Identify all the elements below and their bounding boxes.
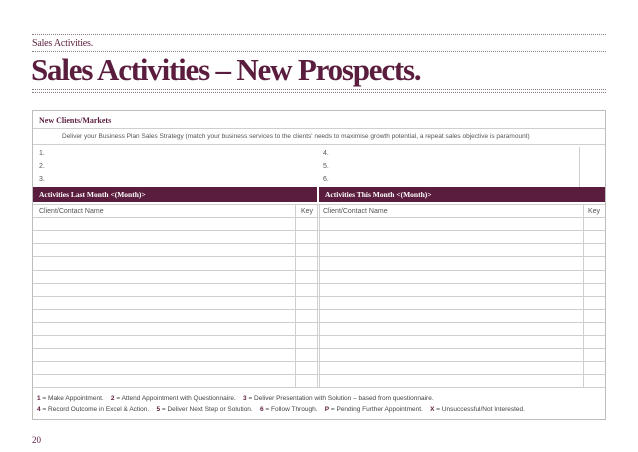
last-month-key-header: Key (301, 208, 314, 215)
title-bottom-rule (32, 89, 606, 90)
section-label: Sales Activities. (32, 38, 94, 49)
top-rule (32, 34, 606, 35)
legend-line-2: 4 = Record Outcome in Excel & Action. 5 = Deliver Next Step or Solution. 6 = Follow Through. P = Pending Further Appointment. X = Unsuccessful/Not Interested. (37, 406, 525, 413)
prospects-form (32, 110, 606, 420)
last-month-client-header: Client/Contact Name (39, 208, 104, 215)
divider (33, 128, 605, 129)
strategy-note: Deliver your Business Plan Sales Strategy (match your business services to the clients' needs to maximise growth potential, a repeat sales objective is paramount) (62, 133, 530, 140)
grid-column-line (317, 204, 318, 388)
grid-column-line (295, 204, 296, 388)
goal-field-6[interactable]: 6. (323, 176, 329, 183)
grid-column-line (319, 204, 320, 388)
goal-field-3[interactable]: 3. (39, 176, 45, 183)
band-separator (317, 187, 319, 202)
title-bottom-rule-2 (32, 92, 606, 93)
page-title: Sales Activities – New Prospects. (31, 52, 421, 87)
activities-grid (33, 204, 605, 388)
grid-column-line (583, 204, 584, 388)
last-month-title: Activities Last Month <(Month)> (39, 190, 146, 199)
goal-right-border (579, 147, 580, 187)
legend-line-1: 1 = Make Appointment. 2 = Attend Appointment with Questionnaire. 3 = Deliver Presentation with Solution – based from questionnaire. (37, 395, 434, 402)
goal-field-4[interactable]: 4. (323, 150, 329, 157)
activities-band (33, 187, 605, 202)
this-month-title: Activities This Month <(Month)> (325, 190, 432, 199)
this-month-client-header: Client/Contact Name (323, 208, 388, 215)
this-month-key-header: Key (588, 208, 601, 215)
goal-field-2[interactable]: 2. (39, 163, 45, 170)
goal-field-5[interactable]: 5. (323, 163, 329, 170)
goal-field-1[interactable]: 1. (39, 150, 45, 157)
page-number: 20 (32, 435, 41, 445)
clients-heading: New Clients/Markets (39, 116, 112, 125)
divider (33, 144, 605, 145)
